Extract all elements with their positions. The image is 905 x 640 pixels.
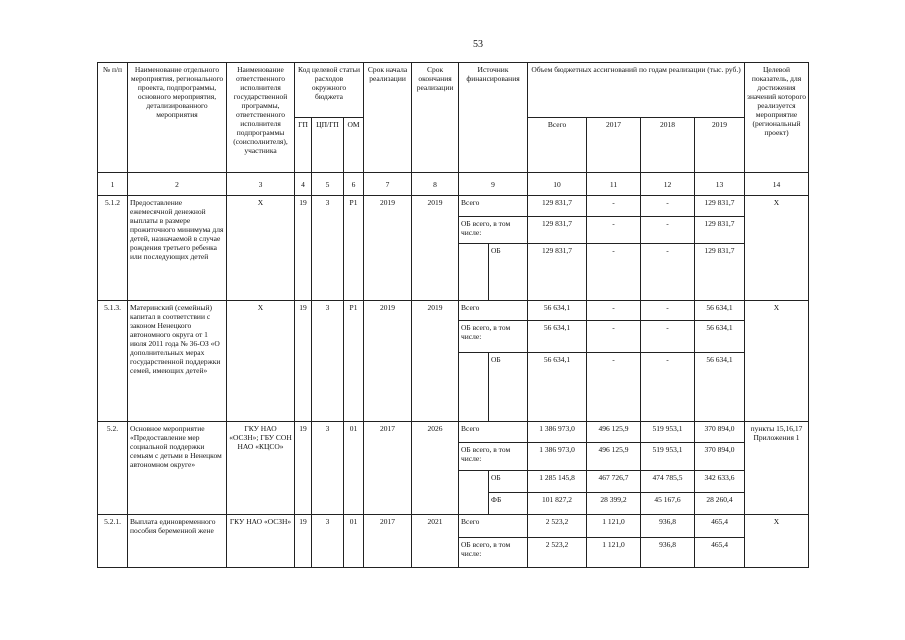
- amount-y2017: -: [587, 301, 641, 321]
- source-label: ОБ: [489, 353, 528, 422]
- amount-y2018: -: [641, 196, 695, 217]
- amount-y2018: -: [641, 217, 695, 244]
- col-number: 5: [312, 173, 344, 196]
- measure-name: Предоставление ежемесячной денежной выплаты в размере прожиточного минимума для детей, назначаемой в случае рождения третьего ребенка или последующих детей: [128, 196, 227, 301]
- header-om: ОМ: [344, 118, 364, 173]
- start-year: 2019: [364, 301, 412, 422]
- source-label: ОБ всего, в том числе:: [459, 321, 528, 353]
- row-number: 5.1.2: [98, 196, 128, 301]
- col-number: 8: [412, 173, 459, 196]
- header-start: Срок начала реализации: [364, 63, 412, 173]
- amount-total: 101 827,2: [528, 493, 587, 515]
- amount-y2018: 45 167,6: [641, 493, 695, 515]
- amount-y2018: 474 785,5: [641, 471, 695, 493]
- source-label: ОБ: [489, 471, 528, 493]
- header-year-2017: 2017: [587, 118, 641, 173]
- amount-y2019: 129 831,7: [695, 217, 745, 244]
- source-indent: [459, 244, 489, 301]
- table-row: [98, 196, 809, 217]
- header-end: Срок окончания реализации: [412, 63, 459, 173]
- amount-y2018: 519 953,1: [641, 443, 695, 471]
- table-body: [98, 196, 809, 568]
- col-number: 6: [344, 173, 364, 196]
- amount-y2018: -: [641, 244, 695, 301]
- amount-total: 56 634,1: [528, 321, 587, 353]
- executor: Х: [227, 196, 295, 301]
- header-year-2019: 2019: [695, 118, 745, 173]
- amount-total: 129 831,7: [528, 196, 587, 217]
- code-gp: 19: [295, 422, 312, 515]
- amount-total: 129 831,7: [528, 217, 587, 244]
- amount-total: 129 831,7: [528, 244, 587, 301]
- header-num: № п/п: [98, 63, 128, 173]
- measure-name: Выплата единовременного пособия беременной жене: [128, 515, 227, 568]
- source-label: Всего: [459, 196, 528, 217]
- amount-y2019: 465,4: [695, 538, 745, 568]
- header-name: Наименование отдельного мероприятия, регионального проекта, подпрограммы, основного мероприятия, детализированного мероприятия: [128, 63, 227, 173]
- row-number: 5.1.3.: [98, 301, 128, 422]
- amount-y2017: -: [587, 353, 641, 422]
- amount-y2019: 56 634,1: [695, 301, 745, 321]
- amount-y2017: 1 121,0: [587, 515, 641, 538]
- header-cp: ЦП/ГП: [312, 118, 344, 173]
- target-indicator: пункты 15,16,17 Приложения 1: [745, 422, 809, 515]
- end-year: 2021: [412, 515, 459, 568]
- col-number: 7: [364, 173, 412, 196]
- col-number: 4: [295, 173, 312, 196]
- amount-y2018: 519 953,1: [641, 422, 695, 443]
- amount-y2019: 129 831,7: [695, 244, 745, 301]
- amount-y2018: 936,8: [641, 515, 695, 538]
- table-header: [98, 63, 809, 196]
- amount-y2017: 28 399,2: [587, 493, 641, 515]
- code-cp: 3: [312, 301, 344, 422]
- amount-total: 1 386 973,0: [528, 443, 587, 471]
- col-number: 14: [745, 173, 809, 196]
- program-table: [97, 62, 809, 568]
- col-number: 9: [459, 173, 528, 196]
- source-label: ОБ всего, в том числе:: [459, 538, 528, 568]
- executor: ГКУ НАО «ОСЗН»; ГБУ СОН НАО «КЦСО»: [227, 422, 295, 515]
- header-gp: ГП: [295, 118, 312, 173]
- amount-y2017: 1 121,0: [587, 538, 641, 568]
- table-row: [98, 301, 809, 321]
- amount-y2017: -: [587, 217, 641, 244]
- source-label: ОБ всего, в том числе:: [459, 217, 528, 244]
- code-gp: 19: [295, 196, 312, 301]
- header-source: Источник финансирования: [459, 63, 528, 173]
- header-target: Целевой показатель, для достижения значений которого реализуется мероприятие (региональный проект): [745, 63, 809, 173]
- start-year: 2019: [364, 196, 412, 301]
- source-label: ФБ: [489, 493, 528, 515]
- amount-total: 1 386 973,0: [528, 422, 587, 443]
- code-om: 01: [344, 515, 364, 568]
- table-row: [98, 422, 809, 443]
- amount-y2019: 465,4: [695, 515, 745, 538]
- amount-total: 56 634,1: [528, 301, 587, 321]
- table-row: [98, 515, 809, 538]
- amount-y2018: -: [641, 301, 695, 321]
- source-label: ОБ: [489, 244, 528, 301]
- target-indicator: Х: [745, 301, 809, 422]
- amount-y2017: 467 726,7: [587, 471, 641, 493]
- executor: Х: [227, 301, 295, 422]
- amount-total: 2 523,2: [528, 538, 587, 568]
- start-year: 2017: [364, 515, 412, 568]
- row-number: 5.2.1.: [98, 515, 128, 568]
- amount-y2017: 496 125,9: [587, 422, 641, 443]
- amount-y2019: 342 633,6: [695, 471, 745, 493]
- amount-y2017: -: [587, 196, 641, 217]
- source-label: Всего: [459, 422, 528, 443]
- source-indent: [459, 353, 489, 422]
- header-total: Всего: [528, 118, 587, 173]
- amount-y2018: -: [641, 321, 695, 353]
- target-indicator: Х: [745, 515, 809, 568]
- amount-y2019: 370 894,0: [695, 422, 745, 443]
- amount-y2017: -: [587, 244, 641, 301]
- end-year: 2026: [412, 422, 459, 515]
- source-label: Всего: [459, 515, 528, 538]
- source-label: ОБ всего, в том числе:: [459, 443, 528, 471]
- col-number: 2: [128, 173, 227, 196]
- end-year: 2019: [412, 301, 459, 422]
- amount-y2019: 56 634,1: [695, 353, 745, 422]
- code-gp: 19: [295, 515, 312, 568]
- col-number: 10: [528, 173, 587, 196]
- page-number: 53: [473, 39, 483, 50]
- header-executor: Наименование ответственного исполнителя государственной программы, ответственного исполнителя подпрограммы (соисполнителя), участника: [227, 63, 295, 173]
- header-row: [98, 63, 809, 118]
- code-cp: 3: [312, 422, 344, 515]
- source-indent: [459, 471, 489, 515]
- measure-name: Основное мероприятие «Предоставление мер социальной поддержки семьям с детьми в Ненецком автономном округе»: [128, 422, 227, 515]
- column-numbers-row: [98, 173, 809, 196]
- header-volume: Объем бюджетных ассигнований по годам реализации (тыс. руб.): [528, 63, 745, 118]
- code-gp: 19: [295, 301, 312, 422]
- amount-y2019: 370 894,0: [695, 443, 745, 471]
- start-year: 2017: [364, 422, 412, 515]
- col-number: 13: [695, 173, 745, 196]
- amount-total: 56 634,1: [528, 353, 587, 422]
- source-label: Всего: [459, 301, 528, 321]
- end-year: 2019: [412, 196, 459, 301]
- code-om: Р1: [344, 196, 364, 301]
- code-cp: 3: [312, 196, 344, 301]
- code-om: Р1: [344, 301, 364, 422]
- amount-y2017: -: [587, 321, 641, 353]
- header-year-2018: 2018: [641, 118, 695, 173]
- amount-total: 1 285 145,8: [528, 471, 587, 493]
- code-om: 01: [344, 422, 364, 515]
- amount-y2019: 56 634,1: [695, 321, 745, 353]
- amount-y2019: 129 831,7: [695, 196, 745, 217]
- header-code: Код целевой статьи расходов окружного бюджета: [295, 63, 364, 118]
- col-number: 1: [98, 173, 128, 196]
- row-number: 5.2.: [98, 422, 128, 515]
- measure-name: Материнский (семейный) капитал в соответствии с законом Ненецкого автономного округа от 1 июля 2011 года № 36-ОЗ «О дополнительных мерах государственной поддержки семей, имеющих детей»: [128, 301, 227, 422]
- executor: ГКУ НАО «ОСЗН»: [227, 515, 295, 568]
- col-number: 11: [587, 173, 641, 196]
- target-indicator: Х: [745, 196, 809, 301]
- amount-y2019: 28 260,4: [695, 493, 745, 515]
- amount-y2018: -: [641, 353, 695, 422]
- amount-y2017: 496 125,9: [587, 443, 641, 471]
- code-cp: 3: [312, 515, 344, 568]
- amount-total: 2 523,2: [528, 515, 587, 538]
- col-number: 3: [227, 173, 295, 196]
- amount-y2018: 936,8: [641, 538, 695, 568]
- col-number: 12: [641, 173, 695, 196]
